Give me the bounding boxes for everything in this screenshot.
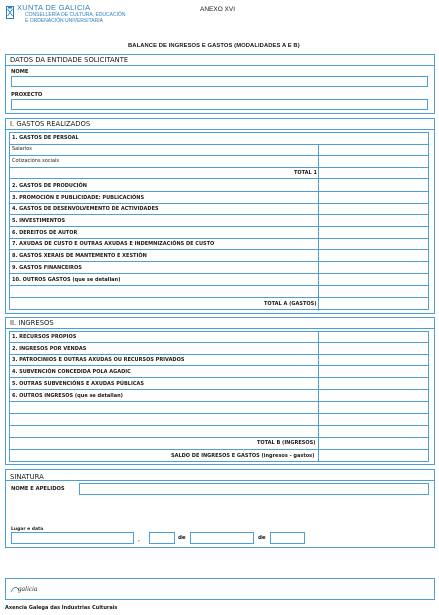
expense-item-4: 4. GASTOS DE DESENVOLVEMENTO DE ACTIVIDADES	[12, 206, 159, 212]
galicia-logo-text: galicia	[18, 585, 38, 593]
page-title: BALANCE DE INGRESOS E GASTOS (MODALIDADES A E B)	[128, 43, 300, 49]
project-label: PROXECTO	[11, 92, 43, 98]
agency-name: Axencia Galega das Industrias Culturais	[5, 605, 118, 611]
income-item-5: 5. OUTRAS SUBVENCIÓNS E AXUDAS PÚBLICAS	[12, 381, 144, 387]
xunta-emblem-icon	[6, 6, 14, 19]
entity-name-label: NOME	[11, 69, 29, 75]
day-field[interactable]	[149, 532, 175, 544]
balance-label: SALDO DE INGRESOS E GASTOS (ingresos - gastos)	[171, 453, 315, 459]
de-label-2: de	[258, 535, 266, 541]
signature-section-title: SINATURA	[10, 473, 44, 481]
year-field[interactable]	[270, 532, 305, 544]
income-item-4: 4. SUBVENCIÓN CONCEDIDA POLA AGADIC	[12, 369, 131, 375]
total1-label: TOTAL 1	[294, 170, 317, 176]
personnel-row-label: 1. GASTOS DE PERSOAL	[12, 135, 79, 141]
expense-item-3: 3. PROMOCIÓN E PUBLICIDADE: PUBLICACIÓNS	[12, 195, 145, 201]
expense-item-6: 6. DEREITOS DE AUTOR	[12, 230, 78, 236]
place-date-label: Lugar e data	[11, 527, 44, 532]
dept-line-1: CONSELLERÍA DE CULTURA, EDUCACIÓN	[25, 12, 126, 18]
expenses-section-title: I. GASTOS REALIZADOS	[10, 120, 91, 128]
entity-section-title: DATOS DA ENTIDADE SOLICITANTE	[10, 56, 129, 64]
expense-item-7: 7. AXUDAS DE CUSTO E OUTRAS AXUDAS E INDEMNIZACIÓNS DE CUSTO	[12, 241, 215, 247]
footer-logo-box	[5, 578, 435, 600]
annex-label: ANEXO XVI	[200, 6, 236, 13]
expense-item-10: 10. OUTROS GASTOS (que se detallan)	[12, 277, 121, 283]
full-name-label: NOME E APELIDOS	[11, 486, 65, 492]
income-item-2: 2. INGRESOS POR VENDAS	[12, 346, 87, 352]
org-name: XUNTA DE GALICIA	[17, 3, 91, 12]
full-name-field[interactable]	[79, 483, 429, 495]
comma-separator: ,	[138, 536, 140, 543]
income-item-6: 6. OUTROS INGRESOS (que se detallan)	[12, 393, 123, 399]
total-a-label: TOTAL A (GASTOS)	[264, 301, 317, 307]
expense-item-8: 8. GASTOS XERAIS DE MANTEMENTO E XESTIÓN	[12, 253, 147, 259]
place-field[interactable]	[11, 532, 134, 544]
income-item-1: 1. RECURSOS PROPIOS	[12, 334, 77, 340]
social-row-label: Cotizacións sociais	[12, 158, 60, 164]
expense-item-9: 9. GASTOS FINANCEIROS	[12, 265, 82, 271]
xunta-logo	[6, 4, 14, 17]
project-field[interactable]	[11, 99, 428, 110]
income-section-title: II. INGRESOS	[10, 319, 54, 327]
salaries-row-label: Salarios	[12, 146, 32, 152]
expense-item-2: 2. GASTOS DE PRODUCIÓN	[12, 183, 87, 189]
expense-item-5: 5. INVESTIMENTOS	[12, 218, 66, 224]
dept-line-2: E ORDENACIÓN UNIVERSITARIA	[25, 18, 103, 24]
expenses-table	[9, 132, 429, 310]
entity-name-field[interactable]	[11, 76, 428, 87]
total-b-label: TOTAL B (INGRESOS)	[257, 440, 316, 446]
month-field[interactable]	[190, 532, 254, 544]
income-item-3: 3. PATROCINIOS E OUTRAS AXUDAS OU RECURSOS PRIVADOS	[12, 357, 185, 363]
de-label-1: de	[178, 535, 186, 541]
